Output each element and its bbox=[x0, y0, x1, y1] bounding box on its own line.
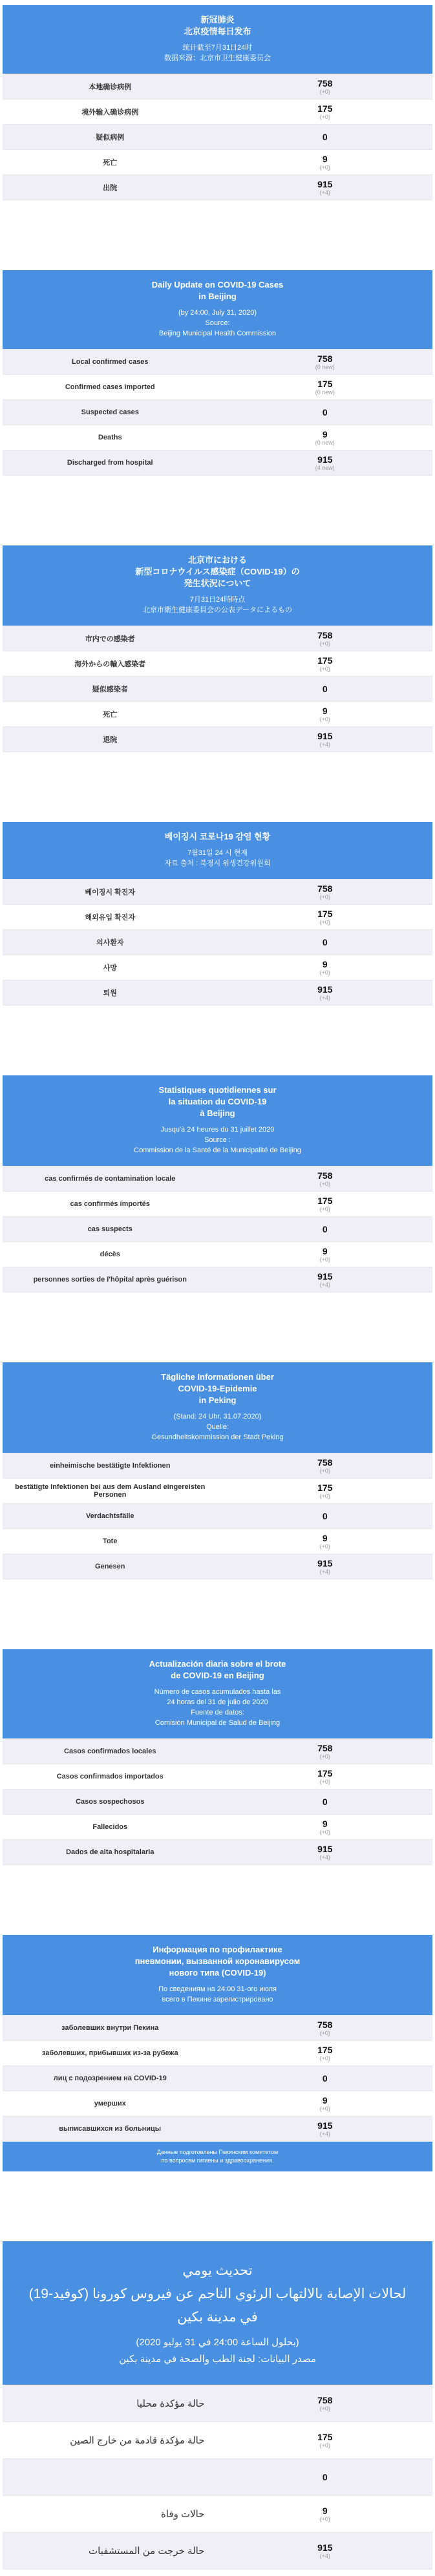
header-line: لحالات الإصابة بالالتهاب الرئوي الناجم عن فيروس كورونا (كوفيد-19) bbox=[28, 2286, 407, 2301]
row-value-cell bbox=[218, 1221, 433, 1237]
stats-table bbox=[3, 879, 432, 1006]
row-value-cell bbox=[218, 452, 433, 474]
row-label: Discharged from hospital bbox=[67, 459, 153, 467]
header-line: 発生状況について bbox=[184, 578, 251, 588]
header-line: Daily Update on COVID-19 Cases bbox=[151, 280, 284, 290]
row-label: Tote bbox=[103, 1537, 118, 1545]
row-label: cas confirmés importés bbox=[70, 1200, 150, 1208]
row-label: 本地确诊病例 bbox=[89, 83, 132, 91]
table-row bbox=[3, 1504, 432, 1529]
row-value-cell bbox=[218, 2093, 433, 2115]
row-value-cell bbox=[218, 728, 433, 751]
case-count: 175 bbox=[317, 103, 333, 114]
table-row bbox=[3, 1217, 432, 1242]
case-change: (+0) bbox=[319, 2442, 330, 2449]
table-row bbox=[3, 651, 432, 677]
header-line: (by 24:00, July 31, 2020) bbox=[178, 309, 257, 317]
table-row bbox=[3, 175, 432, 200]
row-value-cell bbox=[218, 1269, 433, 1291]
case-count: 0 bbox=[322, 2073, 328, 2084]
row-value-cell bbox=[218, 1794, 433, 1810]
stats-table bbox=[3, 1453, 432, 1579]
case-change: (+4) bbox=[319, 2552, 330, 2559]
header-line: 베이징시 코로나19 감염 현황 bbox=[164, 832, 271, 841]
case-change: (+4) bbox=[319, 1568, 330, 1575]
table-row bbox=[3, 350, 432, 375]
table-row bbox=[3, 2385, 432, 2422]
case-change: (+0) bbox=[319, 88, 330, 95]
card-header bbox=[3, 1649, 432, 1738]
row-value-cell bbox=[218, 129, 433, 145]
case-count: 915 bbox=[317, 2542, 333, 2553]
row-value-cell bbox=[218, 1455, 433, 1477]
table-row bbox=[3, 1242, 432, 1267]
table-row bbox=[3, 2533, 432, 2570]
row-value-cell bbox=[218, 1530, 433, 1553]
case-count: 175 bbox=[317, 1195, 333, 1206]
stats-table bbox=[3, 2385, 432, 2570]
row-label: 베이징시 확진자 bbox=[85, 889, 135, 896]
row-value-cell bbox=[218, 2017, 433, 2040]
row-label: Confirmed cases imported bbox=[65, 383, 155, 391]
case-count: 9 bbox=[322, 1818, 328, 1829]
case-change: (+4) bbox=[319, 1281, 330, 1288]
row-value-cell bbox=[218, 934, 433, 950]
case-count: 175 bbox=[317, 1768, 333, 1779]
row-label: 海外からの輸入感染者 bbox=[74, 660, 146, 668]
case-count: 915 bbox=[317, 1271, 333, 1282]
row-label: حالات وفاة bbox=[160, 2509, 205, 2520]
stats-table bbox=[3, 1166, 432, 1293]
case-change: (+0) bbox=[319, 1492, 330, 1499]
card-footer bbox=[3, 2142, 432, 2171]
stats-table bbox=[3, 349, 432, 476]
report-card-de bbox=[3, 1362, 432, 1579]
case-change: (+0) bbox=[319, 1543, 330, 1550]
case-change: (+0) bbox=[319, 2515, 330, 2522]
row-label: 疑似病例 bbox=[96, 134, 125, 142]
case-count: 175 bbox=[317, 2044, 333, 2055]
report-card-zh bbox=[3, 5, 432, 200]
case-count: 0 bbox=[322, 937, 328, 947]
case-count: 0 bbox=[322, 1224, 328, 1234]
report-card-en bbox=[3, 270, 432, 476]
case-change: (+0) bbox=[319, 969, 330, 976]
table-row bbox=[3, 1789, 432, 1815]
case-count: 758 bbox=[317, 2394, 333, 2405]
row-label: умерших bbox=[94, 2100, 126, 2107]
case-change: (+4) bbox=[319, 994, 330, 1001]
table-row bbox=[3, 2016, 432, 2041]
case-count: 175 bbox=[317, 378, 333, 389]
header-line: Actualización diaria sobre el brote bbox=[149, 1659, 286, 1669]
row-value-cell bbox=[218, 1193, 433, 1216]
case-change: (+0) bbox=[319, 1753, 330, 1760]
case-count: 915 bbox=[317, 1557, 333, 1568]
case-count: 9 bbox=[322, 2095, 328, 2106]
table-row bbox=[3, 1739, 432, 1764]
row-value-cell bbox=[218, 956, 433, 979]
row-label: выписавшихся из больницы bbox=[59, 2125, 162, 2133]
case-change: (+0) bbox=[319, 1828, 330, 1835]
row-value-cell bbox=[218, 2503, 433, 2526]
case-change: (+0) bbox=[319, 1205, 330, 1212]
row-value-cell bbox=[218, 2469, 433, 2485]
case-change: (+0) bbox=[319, 1180, 330, 1187]
case-change: (+4) bbox=[319, 741, 330, 748]
table-row bbox=[3, 125, 432, 150]
table-row bbox=[3, 74, 432, 100]
case-count: 758 bbox=[317, 1170, 333, 1181]
table-row bbox=[3, 100, 432, 125]
case-change: (+4) bbox=[319, 1853, 330, 1861]
case-count: 175 bbox=[317, 655, 333, 666]
case-change: (+0) bbox=[319, 113, 330, 120]
header-line: Source: bbox=[205, 319, 230, 327]
table-row bbox=[3, 1267, 432, 1293]
stats-table bbox=[3, 2015, 432, 2142]
row-label bbox=[3, 2475, 218, 2480]
case-count: 9 bbox=[322, 1245, 328, 1256]
row-value-cell bbox=[218, 681, 433, 697]
row-label: 退院 bbox=[103, 736, 118, 744]
header-line: Информация по профилактике bbox=[153, 1945, 282, 1954]
case-change: (+0) bbox=[319, 164, 330, 171]
header-line: في مدينة بكين bbox=[177, 2310, 258, 2325]
case-count: 758 bbox=[317, 1742, 333, 1753]
row-value-cell bbox=[218, 405, 433, 420]
stats-table bbox=[3, 1738, 432, 1865]
header-line: 7月31日24時時点 bbox=[189, 596, 246, 604]
row-label: 퇴원 bbox=[103, 989, 117, 997]
row-value-cell bbox=[218, 2429, 433, 2452]
header-line: à Beijing bbox=[200, 1108, 235, 1118]
case-change: (+0) bbox=[319, 1467, 330, 1474]
row-value-cell bbox=[218, 427, 433, 449]
case-count: 915 bbox=[317, 1843, 333, 1854]
case-count: 9 bbox=[322, 705, 328, 716]
header-line: нового типа (COVID-19) bbox=[169, 1968, 266, 1978]
report-card-es bbox=[3, 1649, 432, 1865]
case-change: (+0) bbox=[319, 2054, 330, 2062]
table-row bbox=[3, 930, 432, 955]
header-line: По сведениям на 24:00 31-ого июля bbox=[158, 1985, 277, 1993]
case-change: (4 new) bbox=[315, 464, 335, 471]
case-change: (+4) bbox=[319, 2130, 330, 2137]
report-card-ja bbox=[3, 545, 432, 752]
row-label: 해외유입 확진자 bbox=[85, 914, 135, 922]
table-row bbox=[3, 1167, 432, 1192]
case-change: (+0) bbox=[319, 2405, 330, 2412]
card-header bbox=[3, 1362, 432, 1453]
row-value-cell bbox=[218, 151, 433, 174]
row-label: Casos confirmados locales bbox=[64, 1747, 156, 1755]
row-value-cell bbox=[218, 1841, 433, 1864]
header-line: Tägliche Informationen über bbox=[161, 1372, 274, 1382]
card-header bbox=[3, 5, 432, 74]
header-line: 北京市衛生健康委員会の公表データによるもの bbox=[143, 606, 292, 614]
row-label: Genesen bbox=[95, 1563, 125, 1570]
table-row bbox=[3, 2117, 432, 2142]
row-label: Suspected cases bbox=[81, 408, 139, 416]
header-line: Comisión Municipal de Salud de Beijing bbox=[154, 1719, 281, 1727]
row-label: cas confirmés de contamination locale bbox=[45, 1175, 176, 1183]
row-label: décès bbox=[100, 1251, 120, 1258]
case-count: 9 bbox=[322, 2505, 328, 2516]
report-card-ko bbox=[3, 822, 432, 1006]
case-change: (0 new) bbox=[315, 388, 335, 396]
table-row bbox=[3, 2422, 432, 2459]
header-line: Source : bbox=[204, 1136, 231, 1144]
case-count: 175 bbox=[317, 2431, 333, 2442]
row-label: 市内での感染者 bbox=[85, 635, 135, 643]
table-row bbox=[3, 727, 432, 752]
row-label: 死亡 bbox=[103, 711, 118, 719]
card-header bbox=[3, 545, 432, 626]
header-line: Commission de la Santé de la Municipalité de Beijing bbox=[134, 1146, 301, 1154]
case-change: (+0) bbox=[319, 893, 330, 900]
case-change: (+0) bbox=[319, 640, 330, 647]
table-row bbox=[3, 1764, 432, 1789]
row-value-cell bbox=[218, 76, 433, 98]
header-line: 24 horas del 31 de julio de 2020 bbox=[167, 1698, 268, 1706]
case-change: (+0) bbox=[319, 1256, 330, 1263]
header-line: 统计截至7月31日24时 bbox=[182, 44, 253, 52]
row-value-cell bbox=[218, 1480, 433, 1503]
table-row bbox=[3, 1453, 432, 1479]
case-count: 9 bbox=[322, 153, 328, 164]
footer-line: Данные подготовлены Пекинским комитетом bbox=[156, 2149, 279, 2155]
header-line: de COVID-19 en Beijing bbox=[171, 1671, 264, 1680]
row-label: Deaths bbox=[98, 434, 122, 441]
header-line: Número de casos acumulados hasta las bbox=[154, 1688, 281, 1696]
case-count: 758 bbox=[317, 78, 333, 89]
table-row bbox=[3, 955, 432, 980]
header-line: la situation du COVID-19 bbox=[168, 1097, 267, 1106]
case-count: 9 bbox=[322, 1532, 328, 1543]
row-value-cell bbox=[218, 1740, 433, 1763]
case-count: 175 bbox=[317, 908, 333, 919]
table-row bbox=[3, 400, 432, 425]
row-value-cell bbox=[218, 1766, 433, 1788]
row-value-cell bbox=[218, 376, 433, 399]
table-row bbox=[3, 1192, 432, 1217]
row-value-cell bbox=[218, 176, 433, 199]
table-row bbox=[3, 1815, 432, 1840]
table-row bbox=[3, 980, 432, 1006]
case-change: (+0) bbox=[319, 1778, 330, 1785]
row-label: حالة خرجت من المستشفيات bbox=[89, 2546, 205, 2557]
header-line: 新冠肺炎 bbox=[200, 15, 235, 25]
header-line: (بحلول الساعة 24:00 في 31 يوليو 2020) bbox=[136, 2337, 299, 2348]
case-count: 758 bbox=[317, 2019, 333, 2030]
case-count: 915 bbox=[317, 984, 333, 995]
stats-table bbox=[3, 74, 432, 200]
case-count: 758 bbox=[317, 353, 333, 364]
row-label: 의사환자 bbox=[96, 939, 124, 947]
case-count: 175 bbox=[317, 1482, 333, 1493]
row-label: 出院 bbox=[103, 184, 118, 192]
row-label: заболевших внутри Пекина bbox=[61, 2024, 159, 2032]
row-label: 死亡 bbox=[103, 159, 118, 167]
header-line: 北京疫情每日发布 bbox=[184, 26, 251, 36]
table-row bbox=[3, 375, 432, 400]
case-count: 0 bbox=[322, 1511, 328, 1521]
table-row bbox=[3, 450, 432, 476]
row-label: Local confirmed cases bbox=[71, 358, 149, 366]
case-count: 0 bbox=[322, 1797, 328, 1807]
header-line: пневмонии, вызванной коронавирусом bbox=[134, 1956, 301, 1966]
row-value-cell bbox=[218, 2540, 433, 2562]
row-value-cell bbox=[218, 906, 433, 929]
header-line: in Peking bbox=[198, 1395, 237, 1405]
table-row bbox=[3, 150, 432, 175]
case-count: 9 bbox=[322, 958, 328, 969]
header-line: مصدر البيانات: لجنة الطب والصحة في مدينة بكين bbox=[119, 2354, 316, 2365]
row-value-cell bbox=[218, 703, 433, 726]
row-value-cell bbox=[218, 101, 433, 123]
case-count: 758 bbox=[317, 1457, 333, 1468]
header-line: всего в Пекине зарегистрировано bbox=[162, 1996, 273, 2003]
case-change: (+0) bbox=[319, 715, 330, 723]
table-row bbox=[3, 677, 432, 702]
header-line: Gesundheitskommission der Stadt Peking bbox=[151, 1433, 284, 1441]
card-header bbox=[3, 2241, 432, 2385]
row-value-cell bbox=[218, 1243, 433, 1266]
table-row bbox=[3, 2496, 432, 2533]
row-value-cell bbox=[218, 653, 433, 675]
row-label: 境外输入确诊病例 bbox=[81, 109, 139, 116]
card-header bbox=[3, 822, 432, 879]
case-count: 915 bbox=[317, 178, 333, 189]
case-count: 915 bbox=[317, 730, 333, 741]
case-count: 0 bbox=[322, 684, 328, 694]
row-label: Dados de alta hospitalaria bbox=[66, 1848, 154, 1856]
card-header bbox=[3, 1935, 432, 2015]
row-label: حالة مؤكدة محليا bbox=[136, 2398, 205, 2409]
row-label: 사망 bbox=[103, 964, 117, 972]
report-card-ar bbox=[3, 2241, 432, 2570]
header-line: Beijing Municipal Health Commission bbox=[159, 330, 276, 337]
table-row bbox=[3, 2041, 432, 2066]
header-line: COVID-19-Epidemie bbox=[178, 1384, 257, 1393]
header-line: تحديث يومي bbox=[182, 2263, 253, 2278]
table-row bbox=[3, 425, 432, 450]
row-value-cell bbox=[218, 881, 433, 903]
row-label: заболевших, прибывших из-за рубежа bbox=[41, 2049, 178, 2057]
table-row bbox=[3, 880, 432, 905]
table-row bbox=[3, 1529, 432, 1554]
table-row bbox=[3, 2091, 432, 2117]
case-count: 758 bbox=[317, 629, 333, 640]
row-label: лиц с подозрением на COVID-19 bbox=[53, 2075, 167, 2082]
header-line: 新型コロナウイルス感染症（COVID-19）の bbox=[135, 567, 300, 576]
case-change: (0 new) bbox=[315, 439, 335, 446]
case-count: 915 bbox=[317, 2120, 333, 2131]
case-change: (+0) bbox=[319, 665, 330, 672]
row-label: 疑似感染者 bbox=[92, 686, 128, 693]
report-card-ru bbox=[3, 1935, 432, 2171]
case-change: (+4) bbox=[319, 189, 330, 196]
header-line: Quelle: bbox=[206, 1423, 229, 1431]
case-change: (+0) bbox=[319, 2105, 330, 2112]
footer-line: по вопросам гигиены и здравоохранения. bbox=[161, 2157, 274, 2164]
header-line: 北京市における bbox=[187, 555, 247, 565]
row-value-cell bbox=[218, 1556, 433, 1578]
table-row bbox=[3, 1554, 432, 1579]
table-row bbox=[3, 626, 432, 651]
page bbox=[0, 5, 435, 2570]
table-row bbox=[3, 1840, 432, 1865]
row-value-cell bbox=[218, 2118, 433, 2140]
case-count: 0 bbox=[322, 407, 328, 417]
case-count: 0 bbox=[322, 132, 328, 142]
row-label: bestätigte Infektionen bei aus dem Ausland eingereisten Personen bbox=[15, 1483, 206, 1499]
row-value-cell bbox=[218, 351, 433, 374]
row-value-cell bbox=[218, 2392, 433, 2415]
row-value-cell bbox=[218, 628, 433, 650]
case-change: (+0) bbox=[319, 918, 330, 925]
table-row bbox=[3, 1479, 432, 1504]
row-label: einheimische bestätigte Infektionen bbox=[50, 1462, 171, 1470]
row-label: Casos confirmados importados bbox=[56, 1773, 164, 1780]
case-count: 758 bbox=[317, 883, 333, 894]
header-line: Jusqu'à 24 heures du 31 juillet 2020 bbox=[160, 1126, 275, 1134]
case-change: (0 new) bbox=[315, 363, 335, 370]
row-label: Verdachtsfälle bbox=[85, 1512, 134, 1520]
row-value-cell bbox=[218, 1168, 433, 1190]
row-label: حالة مؤكدة قادمة من خارج الصين bbox=[70, 2435, 205, 2446]
row-value-cell bbox=[218, 1816, 433, 1839]
table-row bbox=[3, 905, 432, 930]
header-line: 数据来源：北京市卫生健康委员会 bbox=[164, 54, 271, 62]
header-line: in Beijing bbox=[198, 291, 237, 301]
case-count: 0 bbox=[322, 2472, 328, 2482]
card-header bbox=[3, 270, 432, 349]
row-label: Casos sospechosos bbox=[76, 1798, 145, 1806]
header-line: Statistiques quotidiennes sur bbox=[158, 1085, 277, 1095]
case-change: (+0) bbox=[319, 2029, 330, 2036]
row-value-cell bbox=[218, 2042, 433, 2065]
header-line: (Stand: 24 Uhr, 31.07.2020) bbox=[173, 1413, 262, 1420]
table-row bbox=[3, 2066, 432, 2091]
table-row bbox=[3, 2459, 432, 2496]
row-label: personnes sorties de l'hôpital après guérison bbox=[33, 1276, 187, 1283]
header-line: 7월31일 24 시 현재 bbox=[187, 849, 248, 857]
report-card-fr bbox=[3, 1075, 432, 1293]
table-row bbox=[3, 702, 432, 727]
row-value-cell bbox=[218, 1508, 433, 1524]
case-count: 9 bbox=[322, 428, 328, 439]
row-label: Fallecidos bbox=[92, 1823, 128, 1831]
card-header bbox=[3, 1075, 432, 1166]
header-line: Fuente de datos: bbox=[191, 1709, 244, 1716]
header-line: 자료 출처 : 북경시 위생건강위원회 bbox=[164, 860, 271, 867]
case-count: 915 bbox=[317, 454, 333, 465]
stats-table bbox=[3, 626, 432, 752]
row-value-cell bbox=[218, 982, 433, 1004]
row-label: cas suspects bbox=[87, 1225, 133, 1233]
row-value-cell bbox=[218, 2071, 433, 2086]
